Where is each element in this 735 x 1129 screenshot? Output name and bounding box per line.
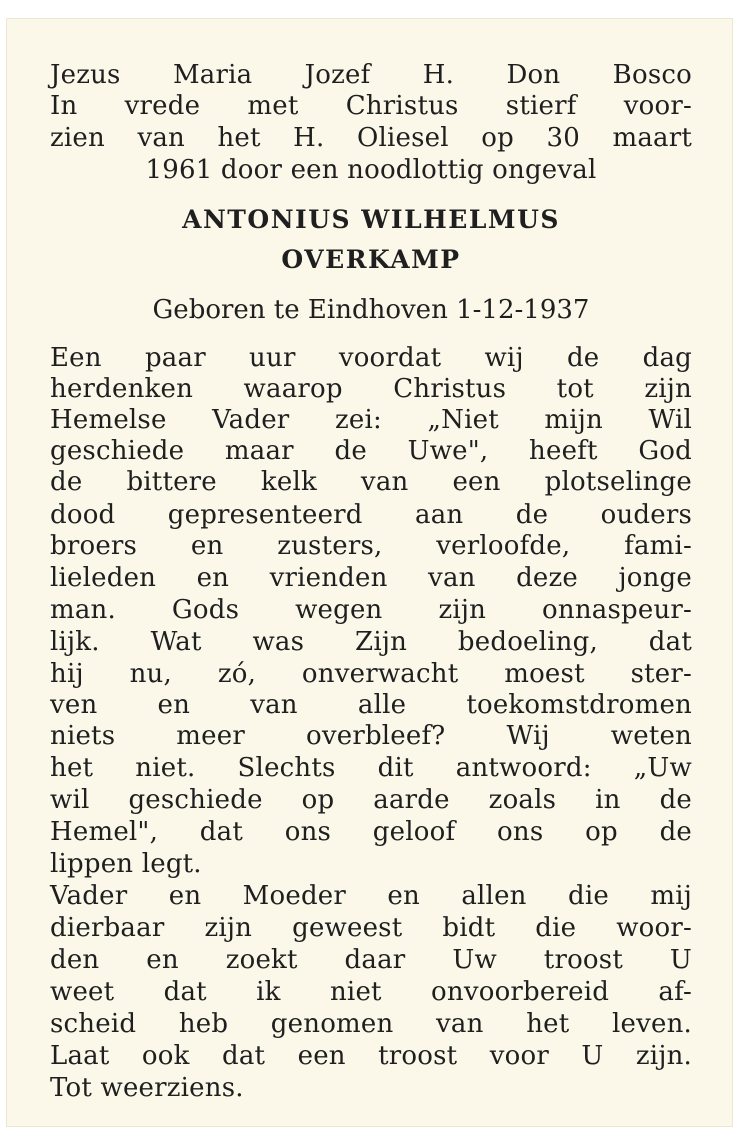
intro-line: 1961 door een noodlottig ongeval	[145, 155, 597, 185]
body-line: scheid heb genomen van het leven.	[50, 1009, 692, 1039]
body-line: broers en zusters, verloofde, fami-	[50, 531, 692, 561]
body-line: lippen legt.	[50, 849, 202, 879]
deceased-name: ANTONIUS WILHELMUS	[182, 205, 560, 234]
body-line: lieleden en vrienden van deze jonge	[50, 563, 692, 593]
body-line: niets meer overbleef? Wij weten	[50, 721, 692, 751]
body-line: Tot weerziens.	[50, 1073, 244, 1103]
body-line: geschiede maar de Uwe", heeft God	[50, 436, 692, 466]
intro-line: zien van het H. Oliesel op 30 maart	[50, 123, 692, 153]
birth-line: Geboren te Eindhoven 1-12-1937	[152, 295, 590, 325]
body-line: hij nu, zó, onverwacht moest ster-	[50, 659, 692, 689]
body-line: lijk. Wat was Zijn bedoeling, dat	[50, 627, 692, 657]
body-line: dood gepresenteerd aan de ouders	[50, 500, 692, 530]
body-line: Laat ook dat een troost voor U zijn.	[50, 1041, 692, 1071]
body-line: het niet. Slechts dit antwoord: „Uw	[50, 753, 692, 783]
body-line: dierbaar zijn geweest bidt die woor-	[50, 913, 692, 943]
body-line: Een paar uur voordat wij de dag	[50, 343, 692, 373]
deceased-surname: OVERKAMP	[281, 245, 461, 274]
intro-line: Jezus Maria Jozef H. Don Bosco	[50, 60, 692, 90]
body-line: weet dat ik niet onvoorbereid af-	[50, 977, 692, 1007]
body-line: wil geschiede op aarde zoals in de	[50, 785, 692, 815]
body-line: man. Gods wegen zijn onnaspeur-	[50, 595, 692, 625]
body-line: den en zoekt daar Uw troost U	[50, 945, 692, 975]
body-line: ven en van alle toekomstdromen	[50, 690, 692, 720]
body-line: Vader en Moeder en allen die mij	[50, 881, 692, 911]
body-line: Hemelse Vader zei: „Niet mijn Wil	[50, 405, 692, 435]
body-line: herdenken waarop Christus tot zijn	[50, 374, 692, 404]
body-line: de bittere kelk van een plotselinge	[50, 467, 692, 497]
intro-line: In vrede met Christus stierf voor-	[50, 91, 692, 121]
body-line: Hemel", dat ons geloof ons op de	[50, 817, 692, 847]
